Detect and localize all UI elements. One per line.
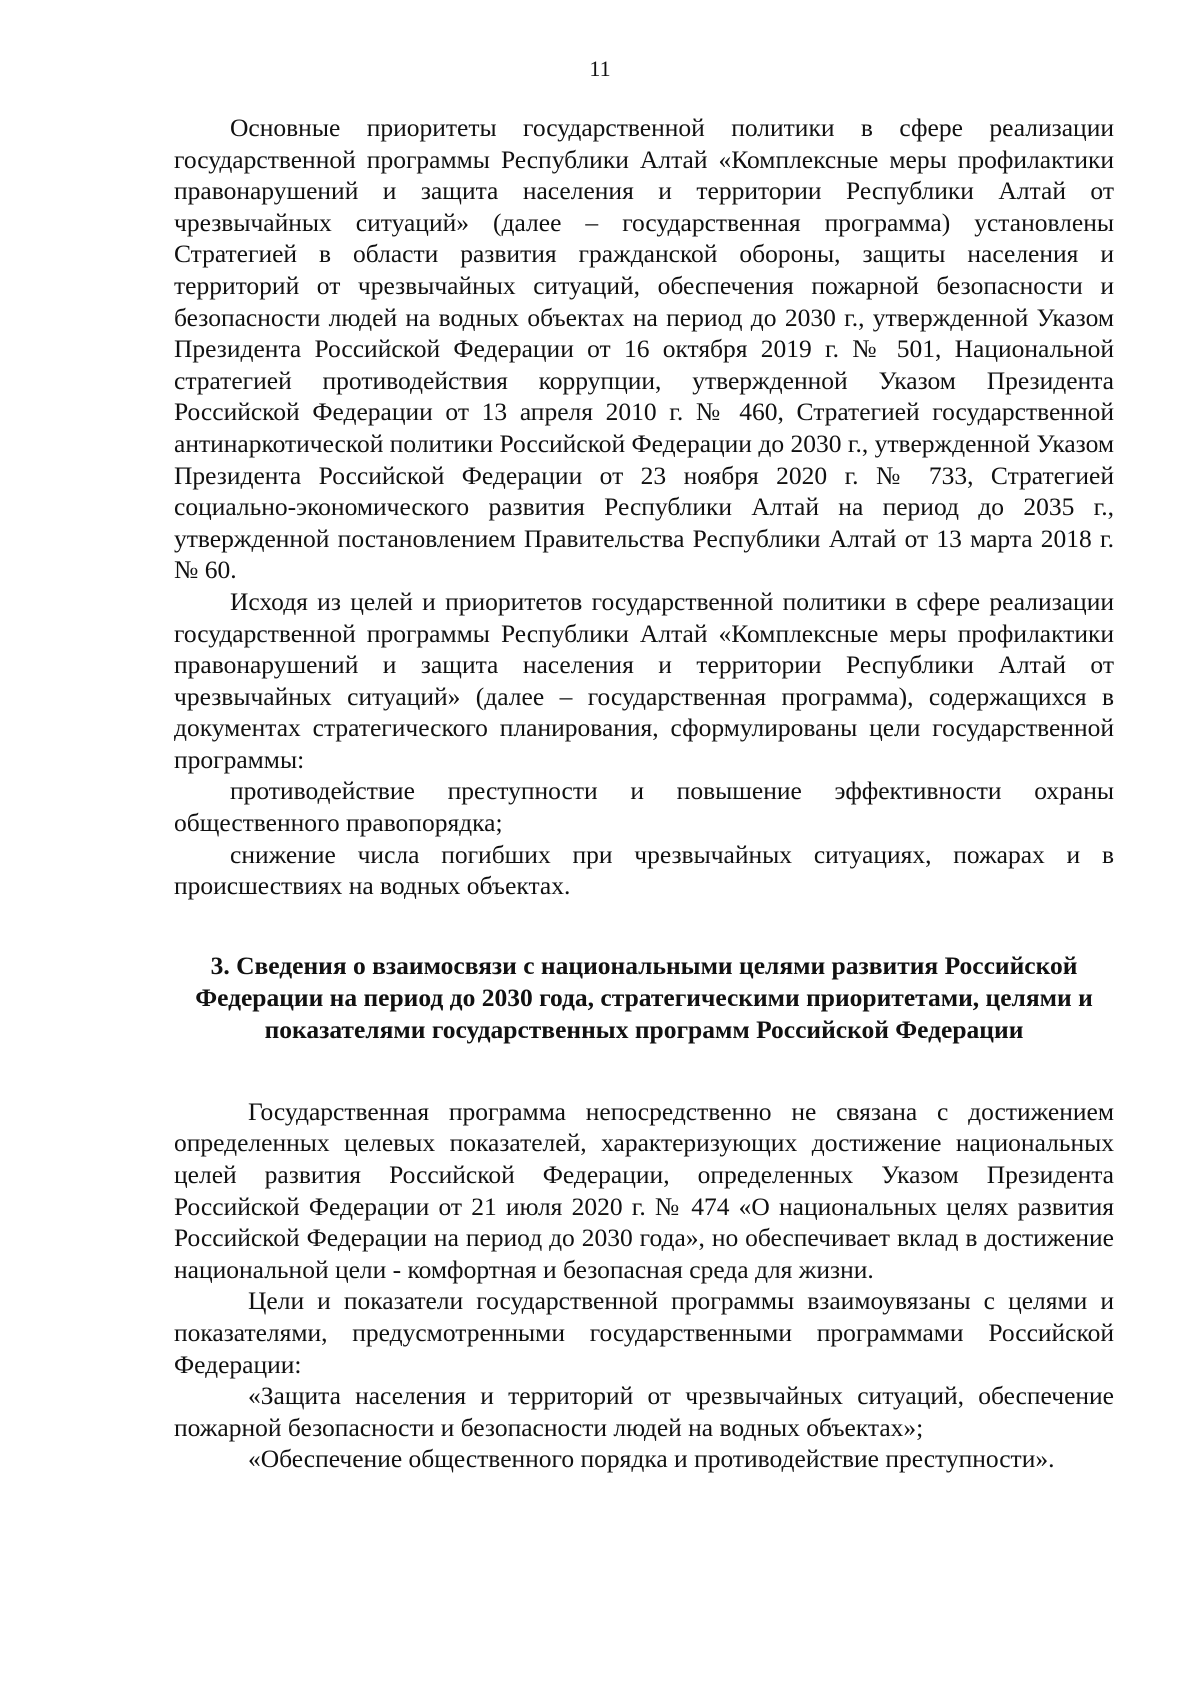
section-3-heading: 3. Сведения о взаимосвязи с национальными целями развития Российской Федерации на период до 2030 года, стратегическими приоритетами, целями и показателями государственных программ Российской Федерации (195, 950, 1093, 1044)
page-number: 11 (589, 56, 611, 81)
section-3-paragraph-national-goals: Государственная программа непосредственно не связана с достижением определенных целевых показателей, характеризующих достижение национальных целей развития Российской Федерации, определенных Указом Президента Российской Федерации от 21 июля 2020 г. № 474 «О национальных целях развития Российской Федерации на период до 2030 года», но обеспечивает вклад в достижение национальной цели - комфортная и безопасная среда для жизни. (174, 1096, 1114, 1284)
section-3-paragraph-linkage: Цели и показатели государственной программы взаимоувязаны с целями и показателями, предусмотренными государственными программами Российской Федерации: (174, 1286, 1114, 1379)
goals-intro-paragraph: Исходя из целей и приоритетов государственной политики в сфере реализации государственной программы Республики Алтай «Комплексные меры профилактики правонарушений и защита населения и территории Республики Алтай от чрезвычайных ситуаций» (далее – государственная программа), содержащихся в документах стратегического планирования, сформулированы цели государственной программы: (174, 586, 1114, 774)
goal-item-emergencies: снижение числа погибших при чрезвычайных ситуациях, пожарах и в происшествиях на водных объектах. (174, 839, 1114, 901)
goal-item-crime: противодействие преступности и повышение эффективности охраны общественного правопорядка; (174, 776, 1114, 838)
section-3-program-item-public-order: «Обеспечение общественного порядка и противодействие преступности». (248, 1444, 1055, 1474)
document-body (174, 112, 1114, 1475)
section-3-program-item-emergency-protection: «Защита населения и территорий от чрезвычайных ситуаций, обеспечение пожарной безопасности и безопасности людей на водных объектах»; (174, 1381, 1114, 1442)
priorities-paragraph: Основные приоритеты государственной политики в сфере реализации государственной программы Республики Алтай «Комплексные меры профилактики правонарушений и защита населения и территории Республики Алтай от чрезвычайных ситуаций» (далее – государственная программа) установлены Стратегией в области развития гражданской обороны, защиты населения и территорий от чрезвычайных ситуаций, обеспечения пожарной безопасности и безопасности людей на водных объектах на период до 2030 г., утвержденной Указом Президента Российской Федерации от 16 октября 2019 г. № 501, Национальной стратегией противодействия коррупции, утвержденной Указом Президента Российской Федерации от 13 апреля 2010 г. № 460, Стратегией государственной антинаркотической политики Российской Федерации до 2030 г., утвержденной Указом Президента Российской Федерации от 23 ноября 2020 г. № 733, Стратегией социально-экономического развития Республики Алтай на период до 2035 г., утвержденной постановлением Правительства Республики Алтай от 13 марта 2018 г. № 60. (174, 113, 1114, 585)
